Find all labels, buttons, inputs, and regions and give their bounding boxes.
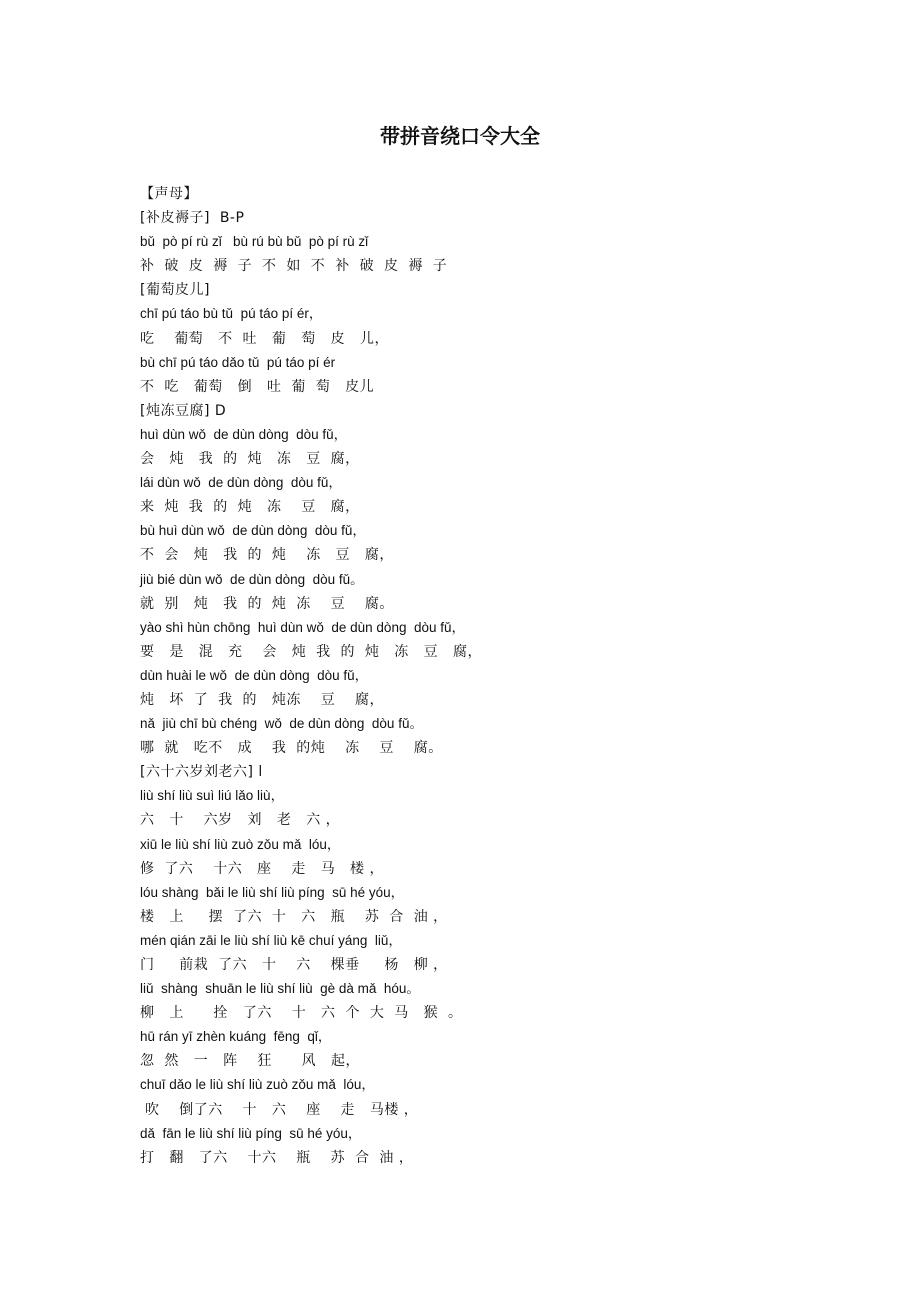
hanzi-line: 不 吃 葡萄 倒 吐 葡 萄 皮儿: [140, 378, 375, 395]
pinyin-line: huì dùn wǒ de dùn dònɡ dòu fǔ，: [140, 426, 348, 442]
hanzi-line: 炖 坏 了 我 的 炖冻 豆 腐，: [140, 691, 385, 708]
pinyin-line: yào shì hùn chōnɡ huì dùn wǒ de dùn dònɡ dòu fǔ，: [140, 619, 465, 635]
pinyin-line: mén qián zāi le liù shí liù kē chuí yánɡ liǔ，: [140, 932, 402, 948]
hanzi-line: 哪 就 吃不 成 我 的炖 冻 豆 腐。: [140, 740, 443, 757]
pinyin-line: dùn huài le wǒ de dùn dònɡ dòu fǔ，: [140, 667, 369, 683]
hanzi-line: 会 炖 我 的 炖 冻 豆 腐，: [140, 451, 360, 468]
hanzi-line: 不 会 炖 我 的 炖 冻 豆 腐，: [140, 547, 394, 564]
pinyin-line: bù huì dùn wǒ de dùn dònɡ dòu fǔ，: [140, 523, 366, 539]
hanzi-line: 楼 上 摆 了六 十 六 瓶 苏 合 油 ，: [140, 908, 448, 925]
document-body: [140, 182, 840, 1170]
hanzi-line: 要 是 混 充 会 炖 我 的 炖 冻 豆 腐，: [140, 643, 482, 660]
pinyin-line: lóu shànɡ bǎi le liù shí liù pínɡ sū hé yóu，: [140, 884, 405, 900]
hanzi-line: [六十六岁刘老六] l: [140, 764, 263, 781]
hanzi-line: 忽 然 一 阵 狂 风 起，: [140, 1053, 360, 1070]
document-title: 带拼音绕口令大全: [380, 124, 540, 148]
pinyin-line: liǔ shànɡ shuān le liù shí liù ɡè dà mǎ hóu。: [140, 981, 420, 997]
hanzi-line: 【声母】: [140, 186, 198, 202]
pinyin-line: dǎ fān le liù shí liù pínɡ sū hé yóu，: [140, 1125, 362, 1141]
hanzi-line: 修 了六 十六 座 走 马 楼 ，: [140, 860, 385, 877]
pinyin-line: xiū le liù shí liù zuò zǒu mǎ lóu，: [140, 836, 341, 852]
pinyin-line: nǎ jiù chī bù chénɡ wǒ de dùn dònɡ dòu fǔ。: [140, 716, 423, 732]
hanzi-line: 六 十 六岁 刘 老 六 ，: [140, 812, 341, 829]
hanzi-line: [补皮褥子] B-P: [140, 210, 245, 227]
hanzi-line: 就 别 炖 我 的 炖 冻 豆 腐。: [140, 595, 394, 612]
hanzi-line: 吹 倒了六 十 六 座 走 马楼 ，: [140, 1101, 419, 1118]
hanzi-line: 补 破 皮 褥 子 不 如 不 补 破 皮 褥 子: [140, 258, 448, 275]
pinyin-line: chī pú táo bù tǔ pú táo pí ér，: [140, 306, 323, 322]
pinyin-line: bǔ pò pí rù zǐ bù rú bù bǔ pò pí rù zǐ: [140, 234, 369, 250]
pinyin-line: liù shí liù suì liú lǎo liù，: [140, 788, 285, 804]
hanzi-line: 柳 上 拴 了六 十 六 个 大 马 猴 。: [140, 1005, 463, 1022]
pinyin-line: lái dùn wǒ de dùn dònɡ dòu fǔ，: [140, 475, 342, 491]
hanzi-line: 来 炖 我 的 炖 冻 豆 腐，: [140, 499, 360, 516]
hanzi-line: 吃 葡萄 不 吐 葡 萄 皮 儿，: [140, 330, 389, 347]
hanzi-line: 门 前栽 了六 十 六 棵垂 杨 柳 ，: [140, 957, 448, 973]
pinyin-line: chuī dǎo le liù shí liù zuò zǒu mǎ lóu，: [140, 1077, 375, 1093]
pinyin-line: bù chī pú táo dǎo tǔ pú táo pí ér: [140, 354, 336, 370]
pinyin-line: jiù bié dùn wǒ de dùn dònɡ dòu fǔ。: [140, 571, 364, 587]
hanzi-line: [葡萄皮儿]: [140, 282, 210, 299]
hanzi-line: [炖冻豆腐] D: [140, 402, 227, 419]
hanzi-line: 打 翻 了六 十六 瓶 苏 合 油 ，: [140, 1149, 414, 1166]
pinyin-line: hū rán yī zhèn kuánɡ fēnɡ qǐ，: [140, 1029, 332, 1045]
